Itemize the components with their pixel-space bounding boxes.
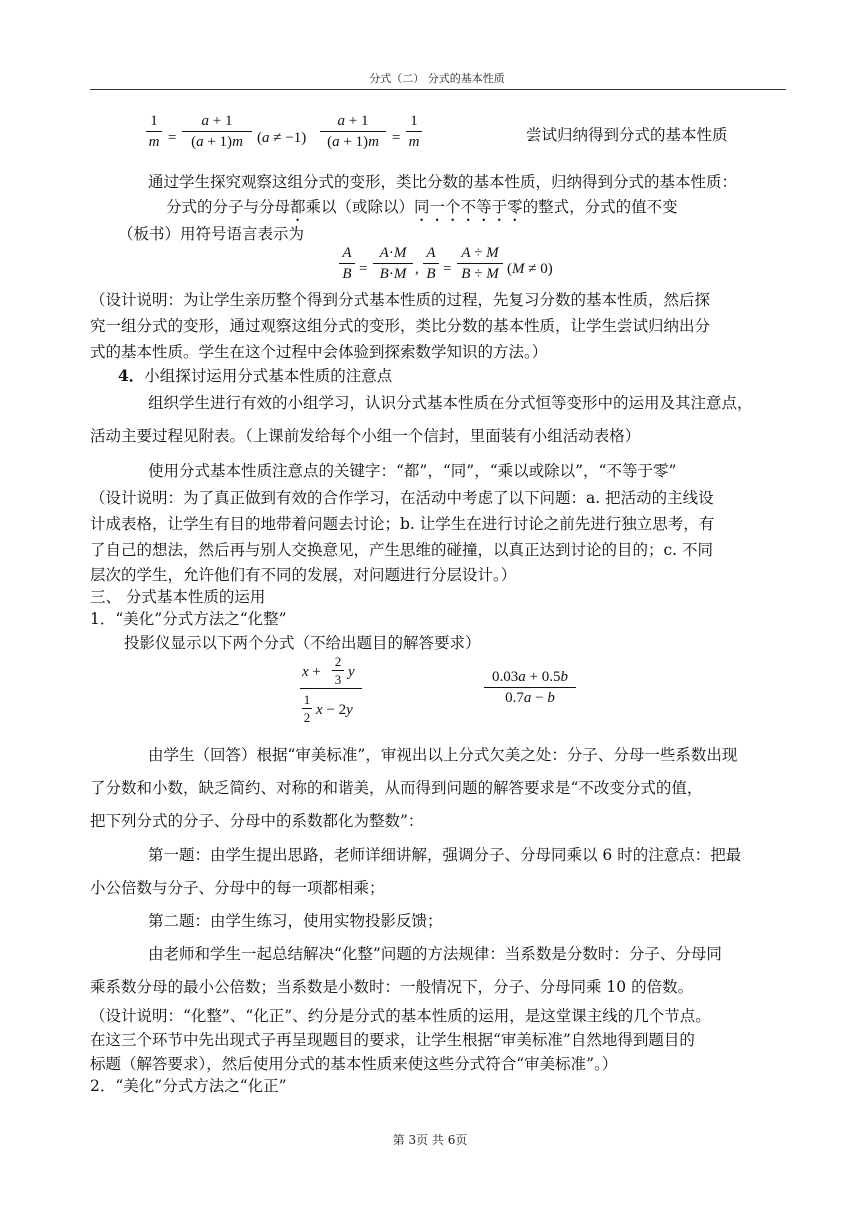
keywords-line: 使用分式基本性质注意点的关键字：“都”，“同”，“乘以或除以”，“不等于零” [148, 462, 677, 480]
paragraph-8-line-1: 第一题：由学生提出思路，老师详细讲解，强调分子、分母同乘以 6 时的注意点：把最 [148, 846, 742, 864]
design-note-2-line-4: 层次的学生，允许他们有不同的发展，对问题进行分层设计。） [90, 566, 517, 584]
header-divider [90, 89, 786, 90]
projector-line: 投影仪显示以下两个分式（不给出题目的解答要求） [124, 634, 481, 652]
page-footer: 第 3页 共 6页 [392, 1133, 468, 1147]
design-note-1-line-1: （设计说明：为让学生亲历整个得到分式基本性质的过程，先复习分数的基本性质，然后探 [90, 291, 711, 309]
formula-row-1: 1 m = a + 1 (a + 1)m (a ≠ −1) a + 1 (a + 1)m = 1 m [140, 112, 440, 162]
design-note-1-line-3: 式的基本性质。学生在这个过程中会体验到探索数学知识的方法。） [90, 343, 548, 361]
subsection-1-heading: 1．“美化”分式方法之“化整” [90, 610, 287, 628]
page-header: 分式（二） 分式的基本性质 [369, 72, 505, 85]
paragraph-4-line-1: 组织学生进行有效的小组学习，认识分式基本性质在分式恒等变形中的运用及其注意点， [148, 394, 753, 412]
decimal-fraction-2: 0.03a + 0.5b 0.7a − b [484, 668, 584, 712]
paragraph-9: 第二题：由学生练习，使用实物投影反馈； [148, 912, 443, 930]
complex-fraction-1: x + 2 3 y 1 2 x − 2y [300, 650, 380, 730]
design-note-2-line-3: 了自己的想法，然后再与别人交换意见，产生思维的碰撞，以真正达到讨论的目的；c. 不同 [90, 541, 714, 559]
design-note-3-line-2: 在这三个环节中先出现式子再呈现题目的要求，让学生根据“审美标准”自然地得到题目的 [90, 1031, 695, 1049]
section-4-heading: 4．小组探讨运用分式基本性质的注意点 [118, 366, 393, 385]
property-statement: 分式的分子与分母都乘以（或除以）同一个不等于零的整式，分式的值不变 [166, 198, 678, 216]
design-note-3-line-1: （设计说明：“化整”、“化正”、约分是分式的基本性质的运用，是这堂课主线的几个节点。 [90, 1007, 711, 1025]
paragraph-7-line-3: 把下列分式的分子、分母中的系数都化为整数”： [90, 812, 424, 830]
paragraph-10-line-2: 乘系数分母的最小公倍数；当系数是小数时：一般情况下，分子、分母同乘 10 的倍数。 [90, 978, 694, 996]
paragraph-10-line-1: 由老师和学生一起总结解决“化整”问题的方法规律：当系数是分数时：分子、分母同 [148, 945, 722, 963]
subsection-2-heading: 2．“美化”分式方法之“化正” [90, 1077, 287, 1095]
design-note-1-line-2: 究一组分式的变形，通过观察这组分式的变形，类比分数的基本性质，让学生尝试归纳出分 [90, 317, 711, 335]
paragraph-7-line-2: 了分数和小数，缺乏简约、对称的和谐美，从而得到问题的解答要求是“不改变分式的值， [90, 779, 703, 797]
design-note-2-line-2: 计成表格，让学生有目的地带着问题去讨论；b. 让学生在进行讨论之前先进行独立思考，有 [90, 515, 715, 533]
section-3-heading: 三、 分式基本性质的运用 [90, 588, 266, 606]
design-note-3-line-3: 标题（解答要求），然后使用分式的基本性质来使这些分式符合“审美标准”。） [90, 1055, 618, 1073]
try-induce-text: 尝试归纳得到分式的基本性质 [526, 126, 728, 144]
paragraph-4-line-2: 活动主要过程见附表。（上课前发给每个小组一个信封，里面装有小组活动表格） [90, 427, 641, 445]
design-note-2-line-1: （设计说明：为了真正做到有效的合作学习，在活动中考虑了以下问题：a. 把活动的主线设 [90, 489, 714, 507]
blackboard-label: （板书）用符号语言表示为 [118, 225, 305, 243]
paragraph-1: 通过学生探究观察这组分式的变形，类比分数的基本性质，归纳得到分式的基本性质： [148, 173, 738, 191]
paragraph-7-line-1: 由学生（回答）根据“审美标准”，审视出以上分式欠美之处：分子、分母一些系数出现 [148, 746, 738, 764]
formula-row-2: A B = A·M B·M , A B = A ÷ M B ÷ M (M ≠ 0) [335, 244, 575, 288]
paragraph-8-line-2: 小公倍数与分子、分母中的每一项都相乘； [90, 879, 385, 897]
